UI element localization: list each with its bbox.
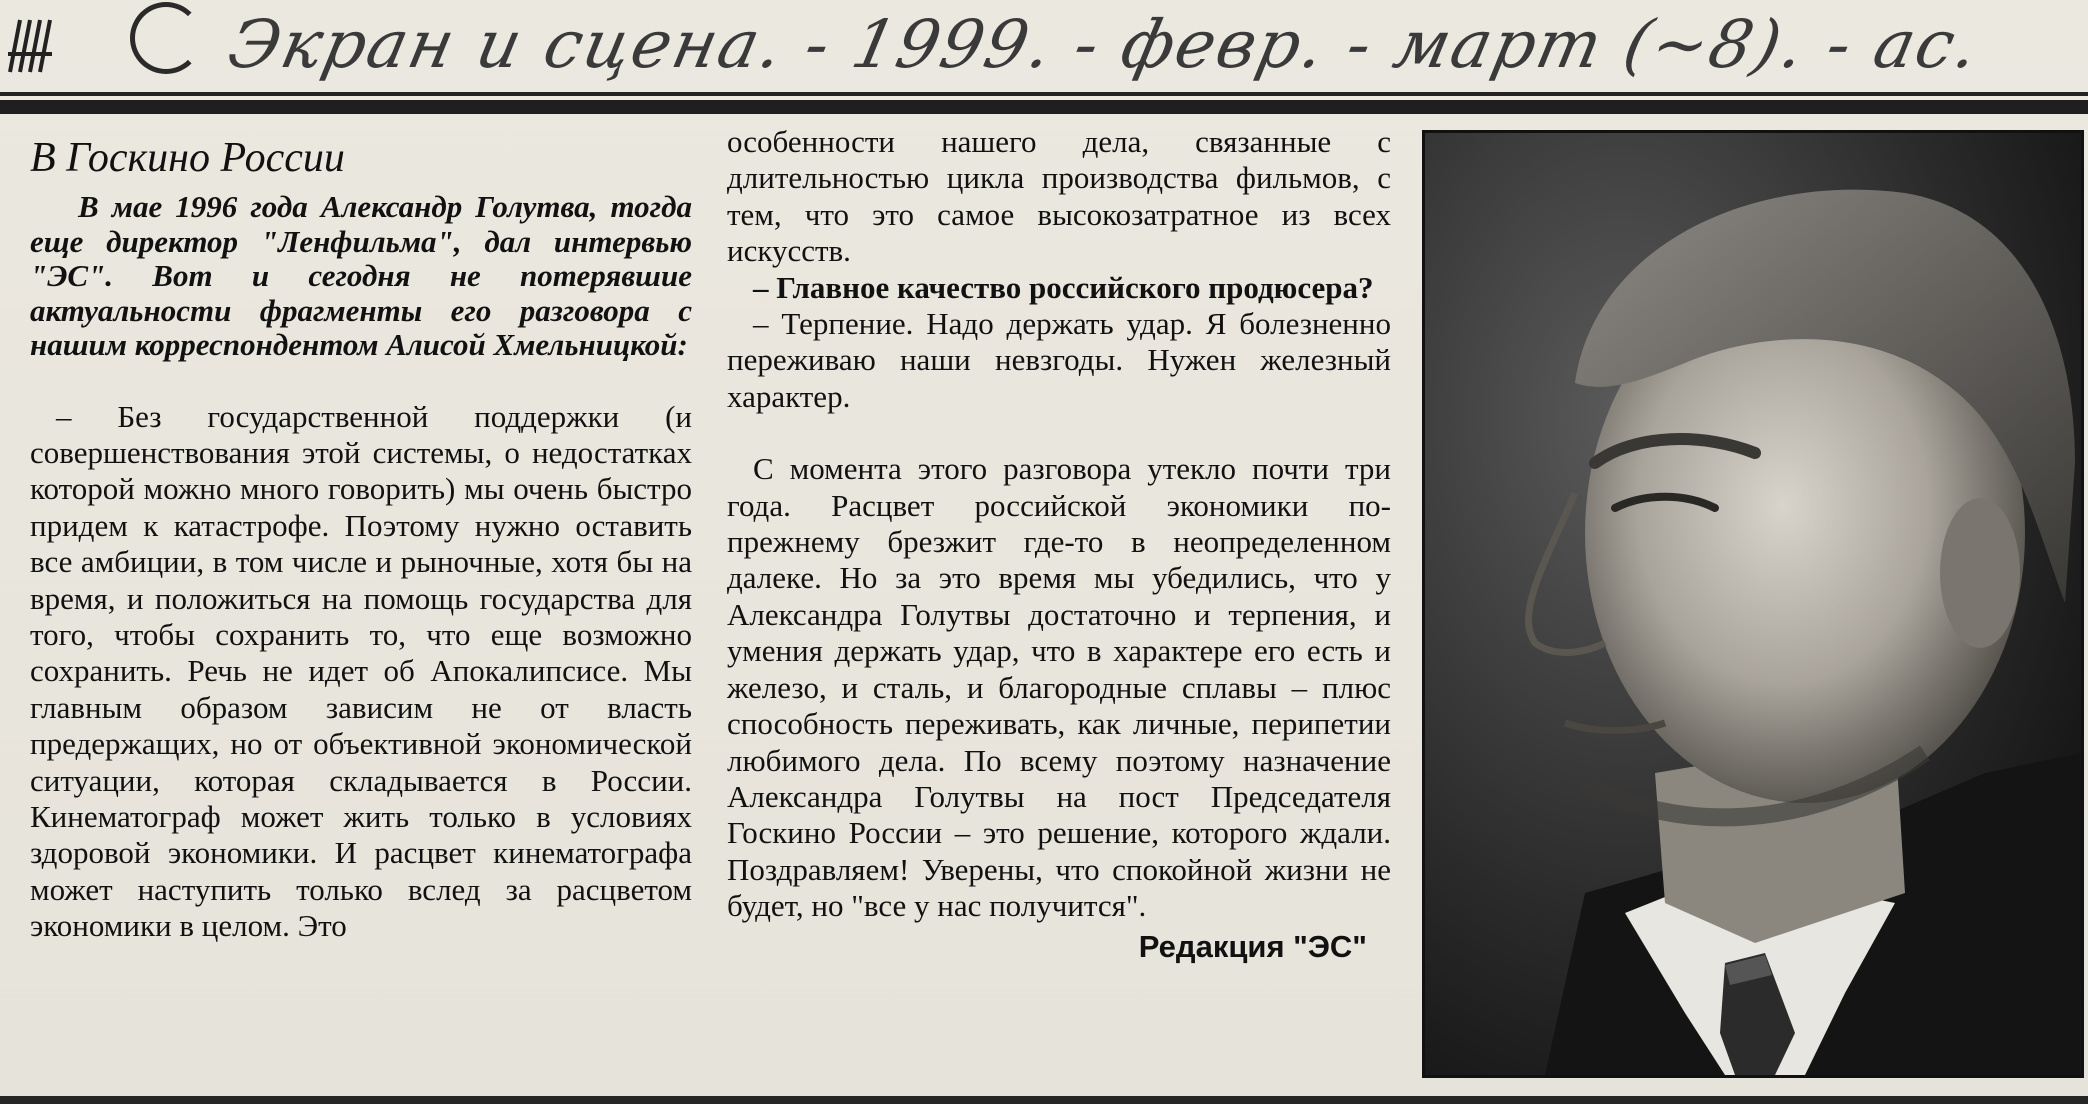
header-thick-rule xyxy=(0,100,2088,114)
article-lead: В мае 1996 года Александр Голутва, тогда еще директор "Ленфильма", дал интервью "ЭС". Вот и сегодня не потерявшие актуальности фрагменты его разговора с нашим корреспондентом Алисой Хмельницкой: xyxy=(30,189,692,362)
article-rubric: В Госкино России xyxy=(30,135,345,181)
header-rule xyxy=(0,92,2088,96)
interview-answer-1: – Без государственной поддержки (и совершенствования этой системы, о недостатках которой можно много говорить) мы очень быстро придем к катастрофе. Поэтому нужно оставить все амбиции, в том числе и рыночные, хотя бы на время, и положиться на помощь государства для того, чтобы сохранить то, что еще возможно сохранить. Речь не идет об Апокалипсисе. Мы главным образом зависим не от власть предержащих, но от объективной экономической ситуации, которая складывается в России. Кинематограф может жить только в условиях здоровой экономики. И расцвет кинематографа может наступить только вслед за расцветом экономики в целом. Это xyxy=(30,398,692,944)
interview-answer-1-continued: особенности нашего дела, связанные с длительностью цикла производства фильмов, с тем, что это самое высокозатратное из всех искусств. xyxy=(727,124,1391,269)
footer-rule xyxy=(0,1096,2088,1104)
editorial-closing: С момента этого разговора утекло почти три года. Расцвет российской экономики по-прежнему брезжит где-то в неопределенном далеке. Но за это время мы убедились, что у Александра Голутвы достаточно и терпения, и умения держать удар, что в характере его есть и железо, и сталь, и благородные сплавы – плюс способность переживать, как личные, перипетии любимого дела. По всему поэтому назначение Александра Голутвы на пост Председателя Госкино России – это решение, которого ждали. Поздравляем! Уверены, что спокойной жизни не будет, но "все у нас получится". xyxy=(727,451,1391,924)
article-signature: Редакция "ЭС" xyxy=(1138,928,1367,964)
interview-answer-2: – Терпение. Надо держать удар. Я болезненно переживаю наши невзгоды. Нужен железный характер. xyxy=(727,306,1391,414)
interview-question: – Главное качество российского продюсера? xyxy=(753,269,1374,305)
portrait-image xyxy=(1425,133,2081,1075)
article-column-1 xyxy=(30,124,692,945)
portrait-photo xyxy=(1422,130,2084,1078)
article-column-2 xyxy=(727,124,1391,965)
handwritten-source-note: Экран и сцена. - 1999. - февр. - март (~8). - ас. xyxy=(221,6,1987,83)
publication-logo-icon xyxy=(6,14,54,76)
page-number-circle xyxy=(130,2,202,74)
